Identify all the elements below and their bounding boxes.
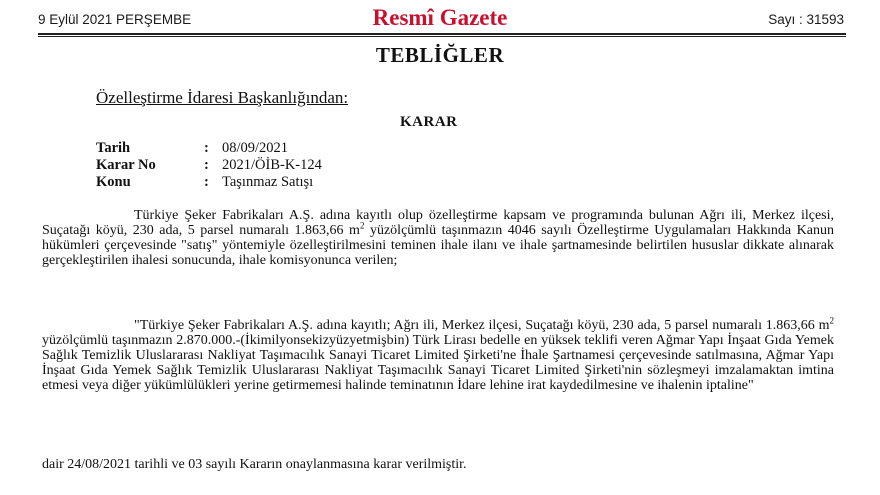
paragraph-closing: dair 24/08/2021 tarihli ve 03 sayılı Kararın onaylanmasına karar verilmiştir.	[42, 457, 467, 472]
meta-label: Konu	[96, 174, 131, 190]
paragraph-text: yüzölçümlü taşınmazın 4046 sayılı Özelleştirme Uygulamaları Hakkında Kanun hükümleri çerçevesinde "satış" yöntemiyle özelleştirilmesini teminen ihale ilanı ve ihale şartnamesinde belirtilen hususlar dikkate alınarak gerçekleştirilen ihalesi sonucunda, ihale komisyonunca verilen;	[42, 223, 834, 268]
meta-colon: :	[204, 157, 209, 173]
superscript: 2	[359, 220, 365, 231]
meta-value: 2021/ÖİB-K-124	[222, 157, 322, 173]
paragraph-intro	[42, 208, 834, 268]
meta-label: Tarih	[96, 140, 131, 156]
meta-label: Karar No	[96, 157, 156, 173]
gazette-title: Resmî Gazete	[372, 5, 508, 30]
paragraph-text: Türkiye Şeker Fabrikaları A.Ş. adına kayıtlı olup özelleştirme kapsam ve programında bulunan Ağrı ili, Merkez ilçesi, Suçatağı köyü, 230 ada, 5 parsel numaralı 1.863,66 m	[42, 208, 834, 238]
paragraph-text: "Türkiye Şeker Fabrikaları A.Ş. adına kayıtlı; Ağrı ili, Merkez ilçesi, Suçatağı köyü, 230 ada, 5 parsel numaralı 1.863,66 m	[134, 318, 830, 333]
section-title: TEBLİĞLER	[375, 43, 505, 67]
meta-value: 08/09/2021	[222, 140, 289, 156]
decision-heading: KARAR	[400, 114, 458, 130]
header-date: 9 Eylül 2021 PERŞEMBE	[38, 12, 192, 27]
paragraph-text: yüzölçümlü taşınmazın 2.870.000.-(İkimilyonsekizyüzyetmişbin) Türk Lirası bedelle en yüksek teklifi veren Ağmar Yapı İnşaat Gıda Yemek Sağlık Temizlik Uluslararası Nakliyat Taşımacılık Sanayi Ticaret Limited Şirketi'ne İhale Şartnamesi çerçevesinde satılmasına, Ağmar Yapı İnşaat Gıda Yemek Sağlık Temizlik Uluslararası Nakliyat Taşımacılık Sanayi Ticaret Limited Şirketi'nin sözleşmeyi imzalamaktan imtina etmesi veya diğer yükümlülükleri yerine getirmemesi halinde teminatının İdare lehine irat kaydedilmesine ve ihalenin iptaline"	[42, 333, 834, 393]
header-rule-thick	[38, 33, 846, 35]
meta-colon: :	[204, 140, 209, 156]
issuing-authority: Özelleştirme İdaresi Başkanlığından:	[96, 88, 349, 107]
issue-number: Sayı : 31593	[768, 12, 844, 27]
meta-value: Taşınmaz Satışı	[222, 174, 314, 190]
superscript: 2	[829, 315, 834, 326]
paragraph-quoted-decision	[42, 315, 834, 393]
meta-colon: :	[204, 174, 209, 190]
header-rule-thin	[38, 36, 846, 37]
